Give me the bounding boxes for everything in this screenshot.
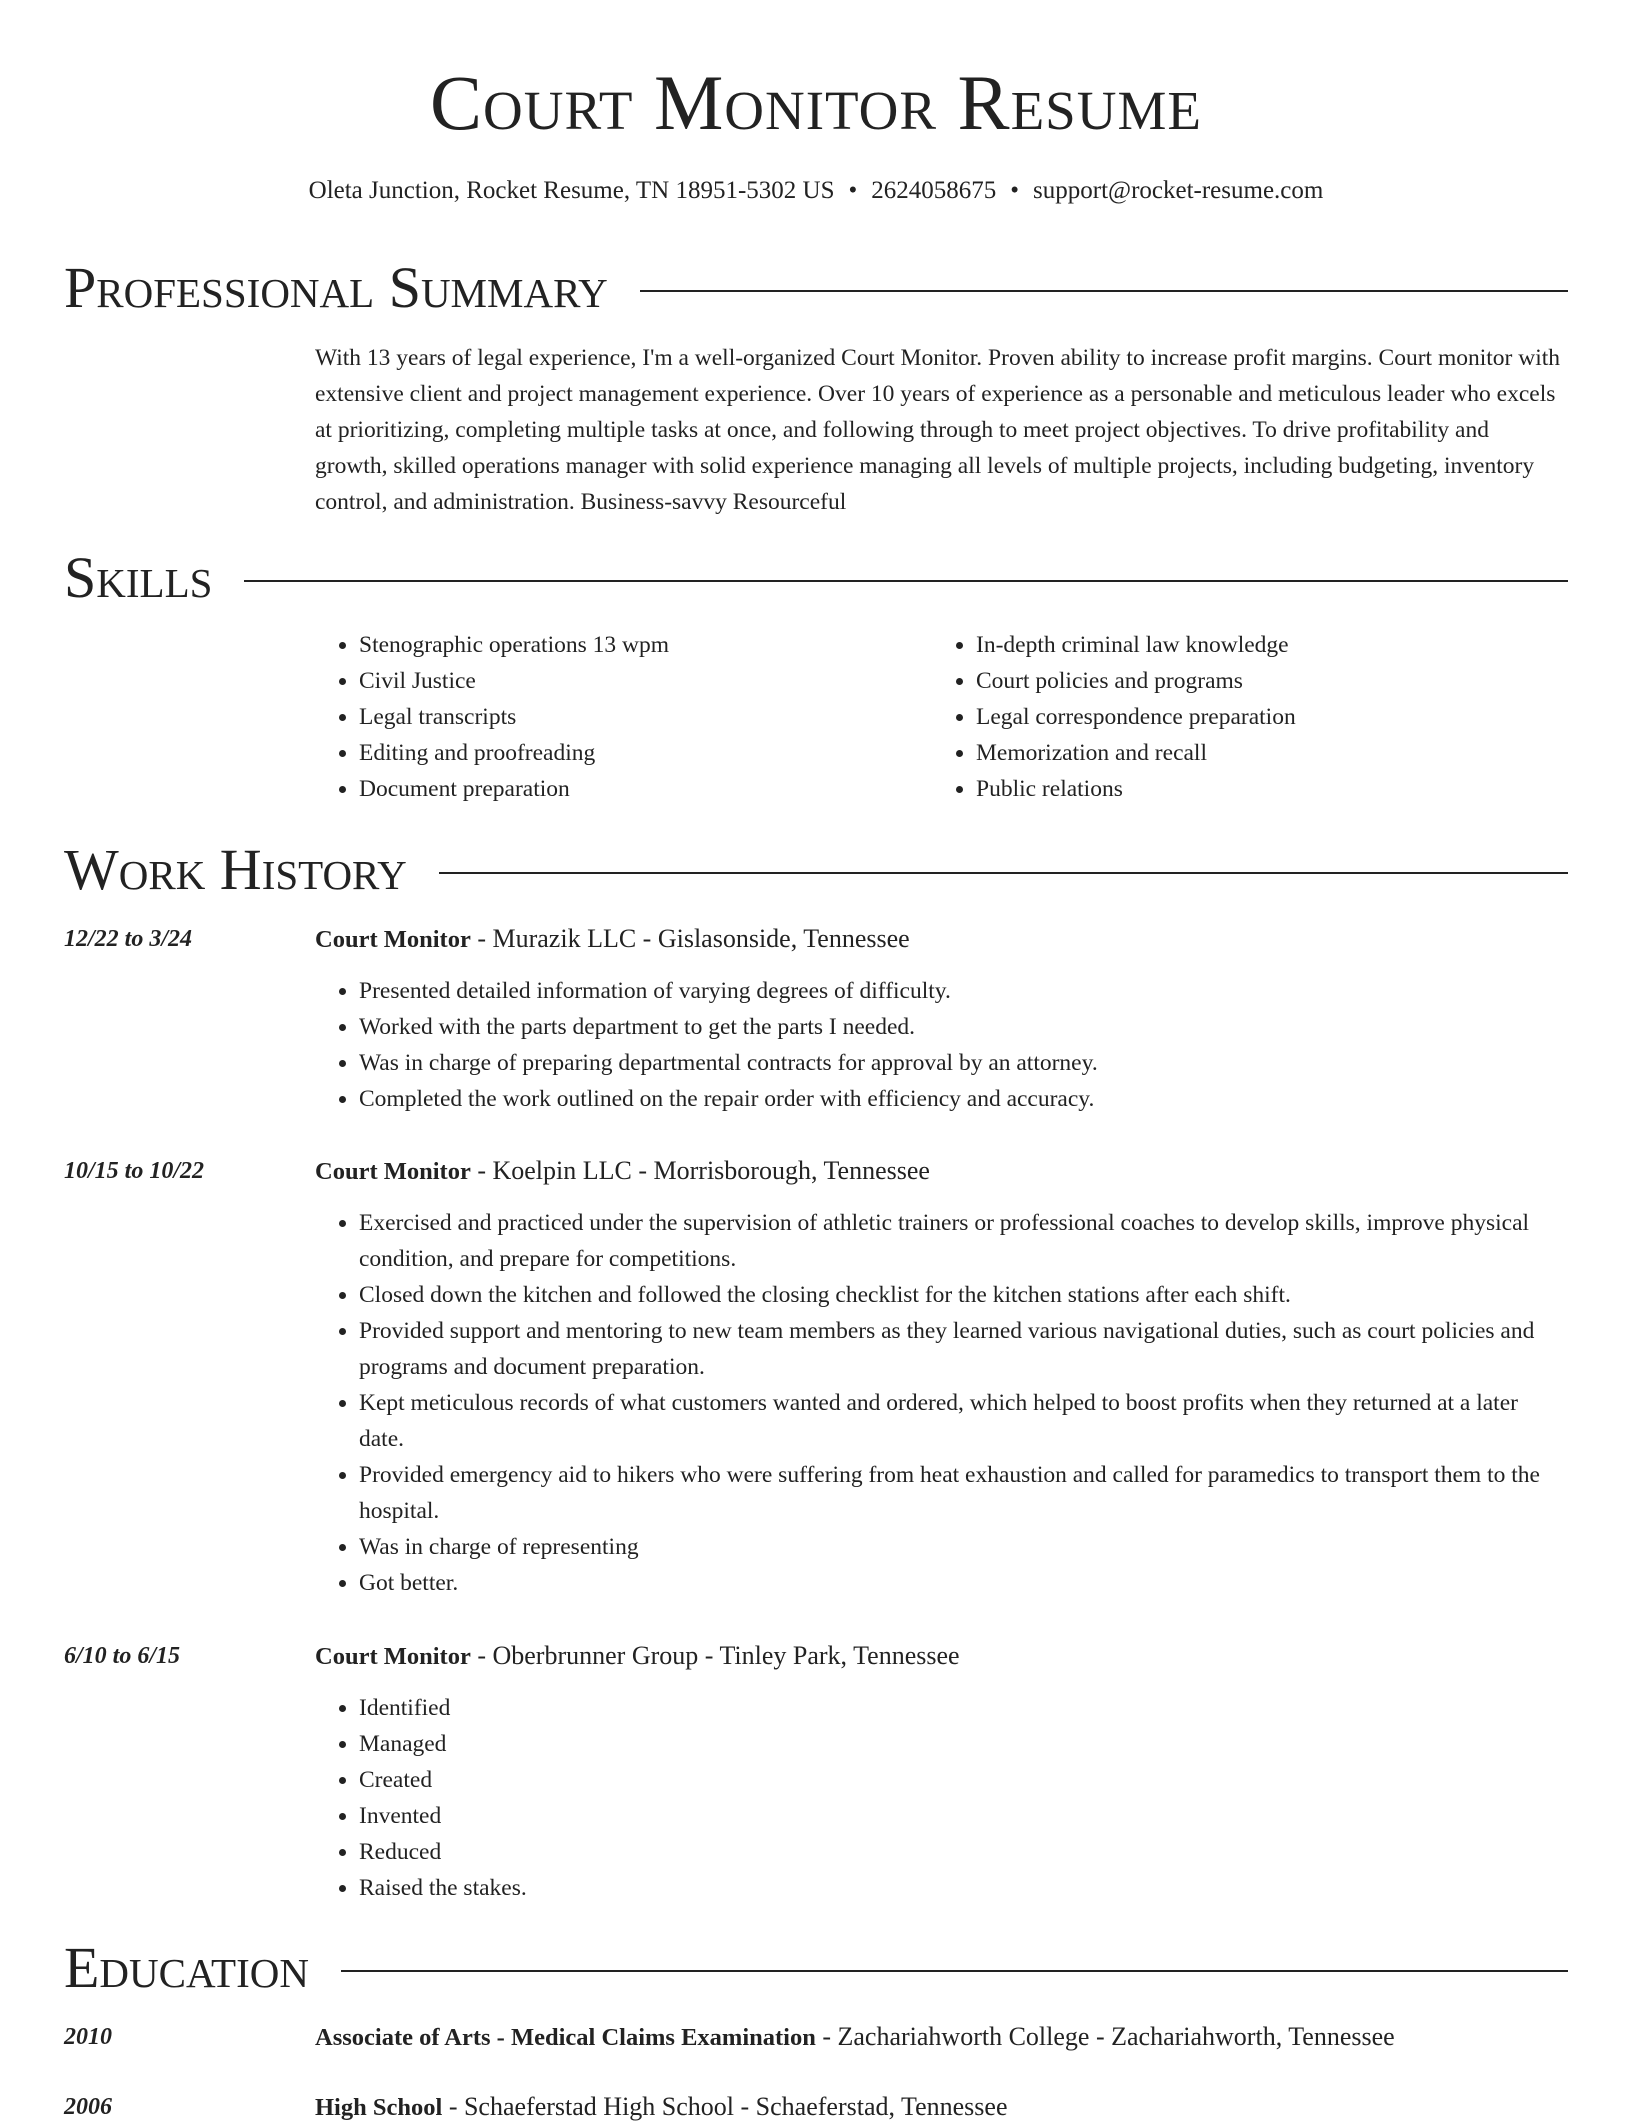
work-heading: Work History	[64, 837, 407, 902]
job-duty: • Completed the work outlined on the repair order with efficiency and accuracy.	[359, 1081, 1565, 1117]
job-employer: - Oberbrunner Group - Tinley Park, Tennessee	[470, 1641, 960, 1670]
section-divider	[439, 872, 1568, 874]
skill-item: • Legal correspondence preparation	[976, 699, 1562, 735]
job-duty: • Raised the stakes.	[359, 1870, 1565, 1906]
job-duties	[315, 1690, 1565, 1906]
skills-column-right	[932, 627, 1562, 807]
job-duty: • Closed down the kitchen and followed the closing checklist for the kitchen stations after each shift.	[359, 1277, 1565, 1313]
job-duty: • Managed	[359, 1726, 1565, 1762]
skill-item: • Editing and proofreading	[359, 735, 915, 771]
skill-item: • Public relations	[976, 771, 1562, 807]
skill-item: • Civil Justice	[359, 663, 915, 699]
section-divider	[640, 290, 1568, 292]
skill-item: • Memorization and recall	[976, 735, 1562, 771]
skills-heading: Skills	[64, 545, 213, 610]
education-year: 2010	[64, 2024, 112, 2050]
job-dates: 6/10 to 6/15	[64, 1643, 181, 1669]
education-entry	[315, 2089, 1565, 2126]
work-section-header	[64, 838, 1568, 902]
skills-list-right	[932, 627, 1562, 807]
education-section-header	[64, 1936, 1568, 2000]
job-duty: • Provided emergency aid to hikers who were suffering from heat exhaustion and called for paramedics to transport them to the hospital.	[359, 1457, 1565, 1529]
job-employer: - Murazik LLC - Gislasonside, Tennessee	[470, 924, 910, 953]
section-divider	[341, 1970, 1568, 1972]
contact-email: support@rocket-resume.com	[1033, 177, 1324, 204]
job-duty: • Reduced	[359, 1834, 1565, 1870]
contact-address: Oleta Junction, Rocket Resume, TN 18951-5302 US	[308, 177, 835, 204]
job-duties	[315, 1205, 1565, 1601]
job-duty: • Invented	[359, 1798, 1565, 1834]
job-duty: • Created	[359, 1762, 1565, 1798]
job-title: Court Monitor	[315, 1643, 471, 1670]
job-duty: • Worked with the parts department to get the parts I needed.	[359, 1009, 1565, 1045]
job-employer: - Koelpin LLC - Morrisborough, Tennessee	[470, 1156, 930, 1185]
job-heading	[315, 1153, 1565, 1190]
skill-item: • Court policies and programs	[976, 663, 1562, 699]
job-duty: • Got better.	[359, 1565, 1565, 1601]
job-title: Court Monitor	[315, 926, 471, 953]
education-degree: Associate of Arts - Medical Claims Examination	[315, 2024, 816, 2051]
skills-section-header	[64, 546, 1568, 610]
job-duty-list	[315, 973, 1565, 1117]
skills-list-left	[315, 627, 915, 807]
job-duty-list	[315, 1205, 1565, 1601]
job-dates: 10/15 to 10/22	[64, 1158, 205, 1184]
job-duty: • Was in charge of representing	[359, 1529, 1565, 1565]
resume-title: Court Monitor Resume	[430, 59, 1202, 146]
education-year: 2006	[64, 2094, 112, 2120]
job-duty: • Was in charge of preparing departmental contracts for approval by an attorney.	[359, 1045, 1565, 1081]
job-duty: • Presented detailed information of varying degrees of difficulty.	[359, 973, 1565, 1009]
education-school: - Schaeferstad High School - Schaeferstad, Tennessee	[442, 2092, 1008, 2121]
contact-line	[0, 176, 1632, 206]
job-duty: • Exercised and practiced under the supervision of athletic trainers or professional coaches to develop skills, improve physical condition, and prepare for competitions.	[359, 1205, 1565, 1277]
education-entry	[315, 2019, 1565, 2056]
education-heading: Education	[64, 1935, 309, 2000]
job-heading	[315, 1638, 1565, 1675]
job-duty: • Provided support and mentoring to new team members as they learned various navigational duties, such as court policies and programs and document preparation.	[359, 1313, 1565, 1385]
contact-phone: 2624058675	[871, 177, 997, 204]
education-school: - Zachariahworth College - Zachariahworth, Tennessee	[815, 2022, 1395, 2051]
job-duty: • Kept meticulous records of what customers wanted and ordered, which helped to boost profits when they returned at a later date.	[359, 1385, 1565, 1457]
contact-separator: •	[848, 177, 858, 204]
job-duty: • Identified	[359, 1690, 1565, 1726]
job-duty-list	[315, 1690, 1565, 1906]
job-dates: 12/22 to 3/24	[64, 926, 193, 952]
section-divider	[244, 580, 1568, 582]
skill-item: • In-depth criminal law knowledge	[976, 627, 1562, 663]
summary-text: With 13 years of legal experience, I'm a well-organized Court Monitor. Proven ability to increase profit margins. Court monitor with extensive client and project management experience. Over 10 years of experience as a personable and meticulous leader who excels at prioritizing, completing multiple tasks at once, and following through to meet project objectives. To drive profitability and growth, skilled operations manager with solid experience managing all levels of multiple projects, including budgeting, inventory control, and administration. Business-savvy Resourceful	[315, 345, 1561, 515]
skill-item: • Document preparation	[359, 771, 915, 807]
summary-section-header	[64, 256, 1568, 320]
summary-heading: Professional Summary	[64, 255, 608, 320]
job-title: Court Monitor	[315, 1158, 471, 1185]
skill-item: • Stenographic operations 13 wpm	[359, 627, 915, 663]
skill-item: • Legal transcripts	[359, 699, 915, 735]
contact-separator: •	[1010, 177, 1020, 204]
education-degree: High School	[315, 2094, 443, 2121]
job-heading	[315, 921, 1565, 958]
skills-column-left	[315, 627, 915, 807]
job-duties	[315, 973, 1565, 1117]
